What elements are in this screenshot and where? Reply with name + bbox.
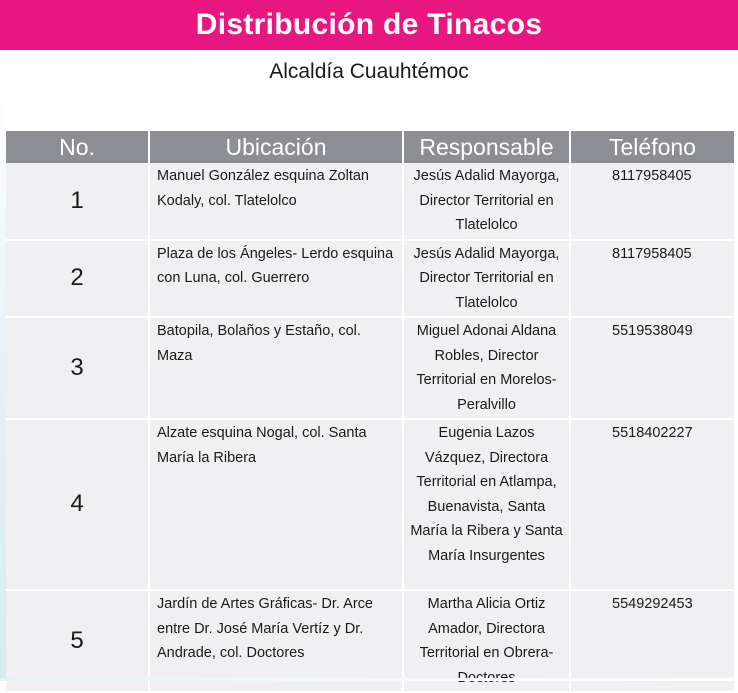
row-phone: 8117958405 (570, 240, 734, 318)
table-row (6, 590, 734, 692)
row-phone: 8117958405 (570, 163, 734, 240)
row-number: 5 (6, 590, 149, 692)
header-responsable: Responsable (403, 131, 570, 163)
row-location: Plaza de los Ángeles- Lerdo esquina con Luna, col. Guerrero (149, 240, 403, 318)
header-ubicacion: Ubicación (149, 131, 403, 163)
row-location: Jardín de Artes Gráficas- Dr. Arce entre Dr. José María Vertíz y Dr. Andrade, col. Doctores (149, 590, 403, 692)
row-responsible: Miguel Adonai Aldana Robles, Director Territorial en Morelos-Peralvillo (403, 317, 570, 419)
row-location: Manuel González esquina Zoltan Kodaly, col. Tlatelolco (149, 163, 403, 240)
table-row (6, 317, 734, 419)
table-row (6, 419, 734, 590)
row-number: 3 (6, 317, 149, 419)
row-responsible: Martha Alicia Ortiz Amador, Directora Territorial en Obrera- (403, 590, 570, 692)
header-telefono: Teléfono (570, 131, 734, 163)
table-header-row (6, 131, 734, 163)
row-responsible: Jesús Adalid Mayorga, Director Territorial en Tlatelolco (403, 163, 570, 240)
row-responsible: Eugenia Lazos Vázquez, Directora Territorial en Atlampa, Buenavista, Santa María la Ribera y Santa María Insurgentes (403, 419, 570, 590)
row-number: 2 (6, 240, 149, 318)
row-phone: 5549292453 (570, 590, 734, 692)
row-number: 4 (6, 419, 149, 590)
table-row (6, 163, 734, 240)
row-location: Batopila, Bolaños y Estaño, col. Maza (149, 317, 403, 419)
distribution-table (6, 131, 734, 693)
page-subtitle: Alcaldía Cuauhtémoc (269, 60, 469, 83)
row-phone: 5518402227 (570, 419, 734, 590)
page-title: Distribución de Tinacos (195, 8, 543, 41)
title-banner (0, 0, 738, 50)
row-phone: 5519538049 (570, 317, 734, 419)
header-no: No. (6, 131, 149, 163)
table-row (6, 240, 734, 318)
row-responsible: Jesús Adalid Mayorga, Director Territorial en Tlatelolco (403, 240, 570, 318)
row-location: Alzate esquina Nogal, col. Santa María la Ribera (149, 419, 403, 590)
row-number: 1 (6, 163, 149, 240)
